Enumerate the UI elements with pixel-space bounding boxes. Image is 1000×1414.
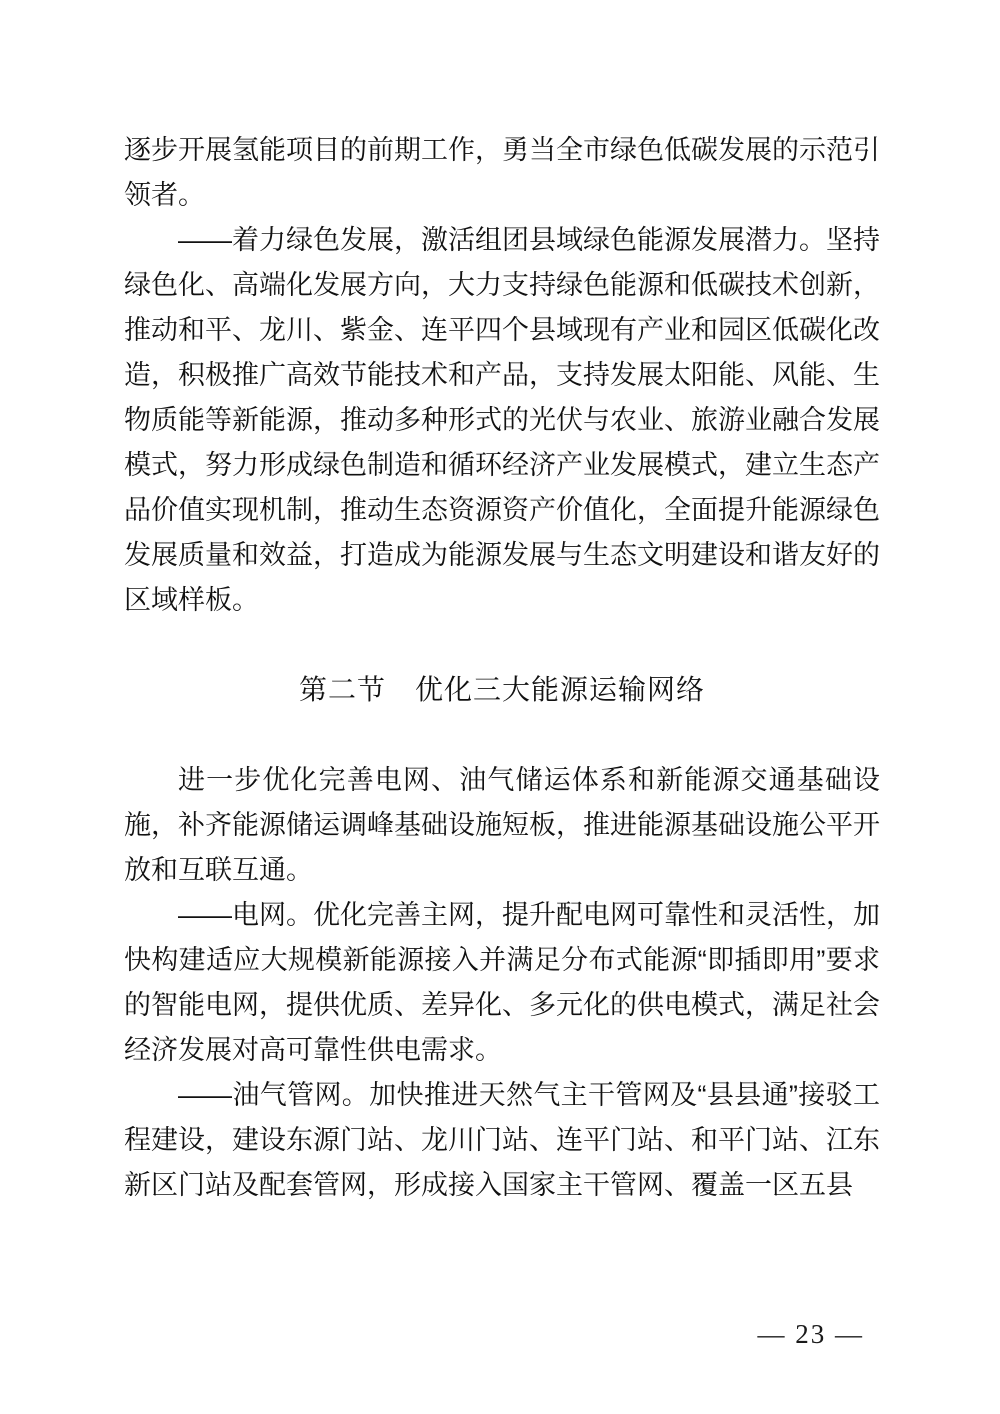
page-number: — 23 — [757, 1319, 864, 1349]
paragraph-continuation: 逐步开展氢能项目的前期工作，勇当全市绿色低碳发展的示范引领者。 [124, 135, 880, 210]
document-text-block [124, 128, 880, 1208]
paragraph-oil-gas-pipeline: ——油气管网。加快推进天然气主干管网及“县县通”接驳工程建设，建设东源门站、龙川门站、连平门站、和平门站、江东新区门站及配套管网，形成接入国家主干管网、覆盖一区五县 [124, 1080, 880, 1200]
section-heading: 第二节 优化三大能源运输网络 [298, 674, 705, 705]
paragraph-power-grid: ——电网。优化完善主网，提升配电网可靠性和灵活性，加快构建适应大规模新能源接入并满足分布式能源“即插即用”要求的智能电网，提供优质、差异化、多元化的供电模式，满足社会经济发展对高可靠性供电需求。 [124, 900, 880, 1065]
paragraph-networks-intro: 进一步优化完善电网、油气储运体系和新能源交通基础设施，补齐能源储运调峰基础设施短板，推进能源基础设施公平开放和互联互通。 [124, 765, 880, 885]
paragraph-green-development: ——着力绿色发展，激活组团县域绿色能源发展潜力。坚持绿色化、高端化发展方向，大力支持绿色能源和低碳技术创新，推动和平、龙川、紫金、连平四个县域现有产业和园区低碳化改造，积极推广高效节能技术和产品，支持发展太阳能、风能、生物质能等新能源，推动多种形式的光伏与农业、旅游业融合发展模式，努力形成绿色制造和循环经济产业发展模式，建立生态产品价值实现机制，推动生态资源资产价值化，全面提升能源绿色发展质量和效益，打造成为能源发展与生态文明建设和谐友好的区域样板。 [124, 225, 880, 615]
